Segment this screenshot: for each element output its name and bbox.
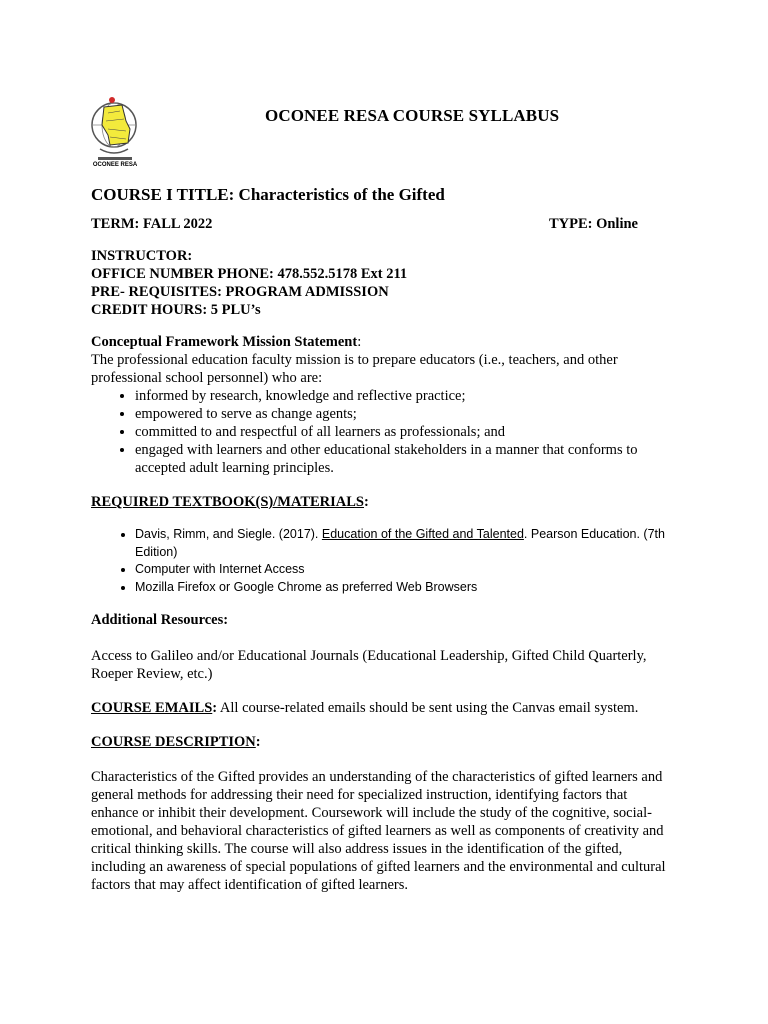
emails-colon: :: [212, 700, 218, 716]
mission-intro: The professional education faculty mission is to prepare educators (i.e., teachers, and other professional school personnel) who are:: [91, 352, 618, 386]
office-phone: OFFICE NUMBER PHONE: 478.552.5178 Ext 211: [91, 266, 408, 282]
credit-hours: CREDIT HOURS: 5 PLU’s: [91, 302, 261, 318]
book-publisher: . Pearson Education. (7th Edition): [135, 527, 665, 559]
mission-colon: :: [357, 334, 362, 350]
materials-list: [91, 526, 676, 596]
term-label: TERM: FALL 2022: [91, 216, 213, 232]
oconee-resa-logo: [90, 95, 140, 169]
resources-text: Access to Galileo and/or Educational Journals (Educational Leadership, Gifted Child Quarterly, Roeper Review, etc.): [91, 648, 647, 682]
prerequisites: PRE- REQUISITES: PROGRAM ADMISSION: [91, 284, 389, 300]
course-title: COURSE I TITLE: Characteristics of the Gifted: [91, 185, 445, 204]
materials-heading: REQUIRED TEXTBOOK(S)/MATERIALS: [91, 494, 365, 510]
emails-heading: COURSE EMAILS: [91, 700, 213, 716]
mission-heading-line: [91, 333, 676, 351]
materials-colon: :: [364, 494, 369, 510]
mission-list: [91, 387, 676, 477]
page-title: OCONEE RESA COURSE SYLLABUS: [265, 106, 560, 125]
type-label: TYPE: Online: [548, 216, 638, 232]
list-item: • engaged with learners and other educational stakeholders in a manner that conforms to accepted adult learning principles.: [135, 441, 676, 477]
list-item: • empowered to serve as change agents;: [135, 405, 676, 423]
book-authors: Davis, Rimm, and Siegle. (2017).: [135, 527, 322, 541]
term-row: [91, 215, 638, 233]
book-title: Education of the Gifted and Talented: [321, 527, 524, 541]
list-item: • committed to and respectful of all learners as professionals; and: [135, 423, 676, 441]
materials-heading-line: [91, 493, 676, 511]
resources-heading: Additional Resources:: [91, 612, 229, 628]
description-text: Characteristics of the Gifted provides an understanding of the characteristics of gifted learners and general methods for addressing their need for specialized instruction, identifying factors that enhance or inhibit their development. Coursework will include the study of the cognitive, social-emotional, and behavioral characteristics of gifted learners as well as components of creativity and critical thinking skills. The course will also address issues in the identification of the gifted, including an awareness of special populations of gifted learners and the environmental and cultural factors that may affect identification of gifted learners.: [91, 769, 666, 893]
emails-line: [91, 699, 676, 717]
description-heading-line: [91, 733, 676, 751]
list-item: • informed by research, knowledge and reflective practice;: [135, 387, 676, 405]
course-info: [91, 247, 676, 319]
description-heading: COURSE DESCRIPTION: [91, 734, 256, 750]
logo-text: OCONEE RESA: [92, 162, 138, 168]
syllabus-content: [91, 185, 676, 894]
list-item: • Computer with Internet Access: [135, 561, 676, 579]
description-colon: :: [255, 734, 261, 750]
emails-text: All course-related emails should be sent using the Canvas email system.: [217, 700, 639, 716]
list-item: • Mozilla Firefox or Google Chrome as preferred Web Browsers: [135, 579, 676, 597]
list-item: [135, 526, 676, 561]
mission-heading: Conceptual Framework Mission Statement: [91, 334, 358, 350]
instructor-label: INSTRUCTOR:: [91, 248, 193, 264]
